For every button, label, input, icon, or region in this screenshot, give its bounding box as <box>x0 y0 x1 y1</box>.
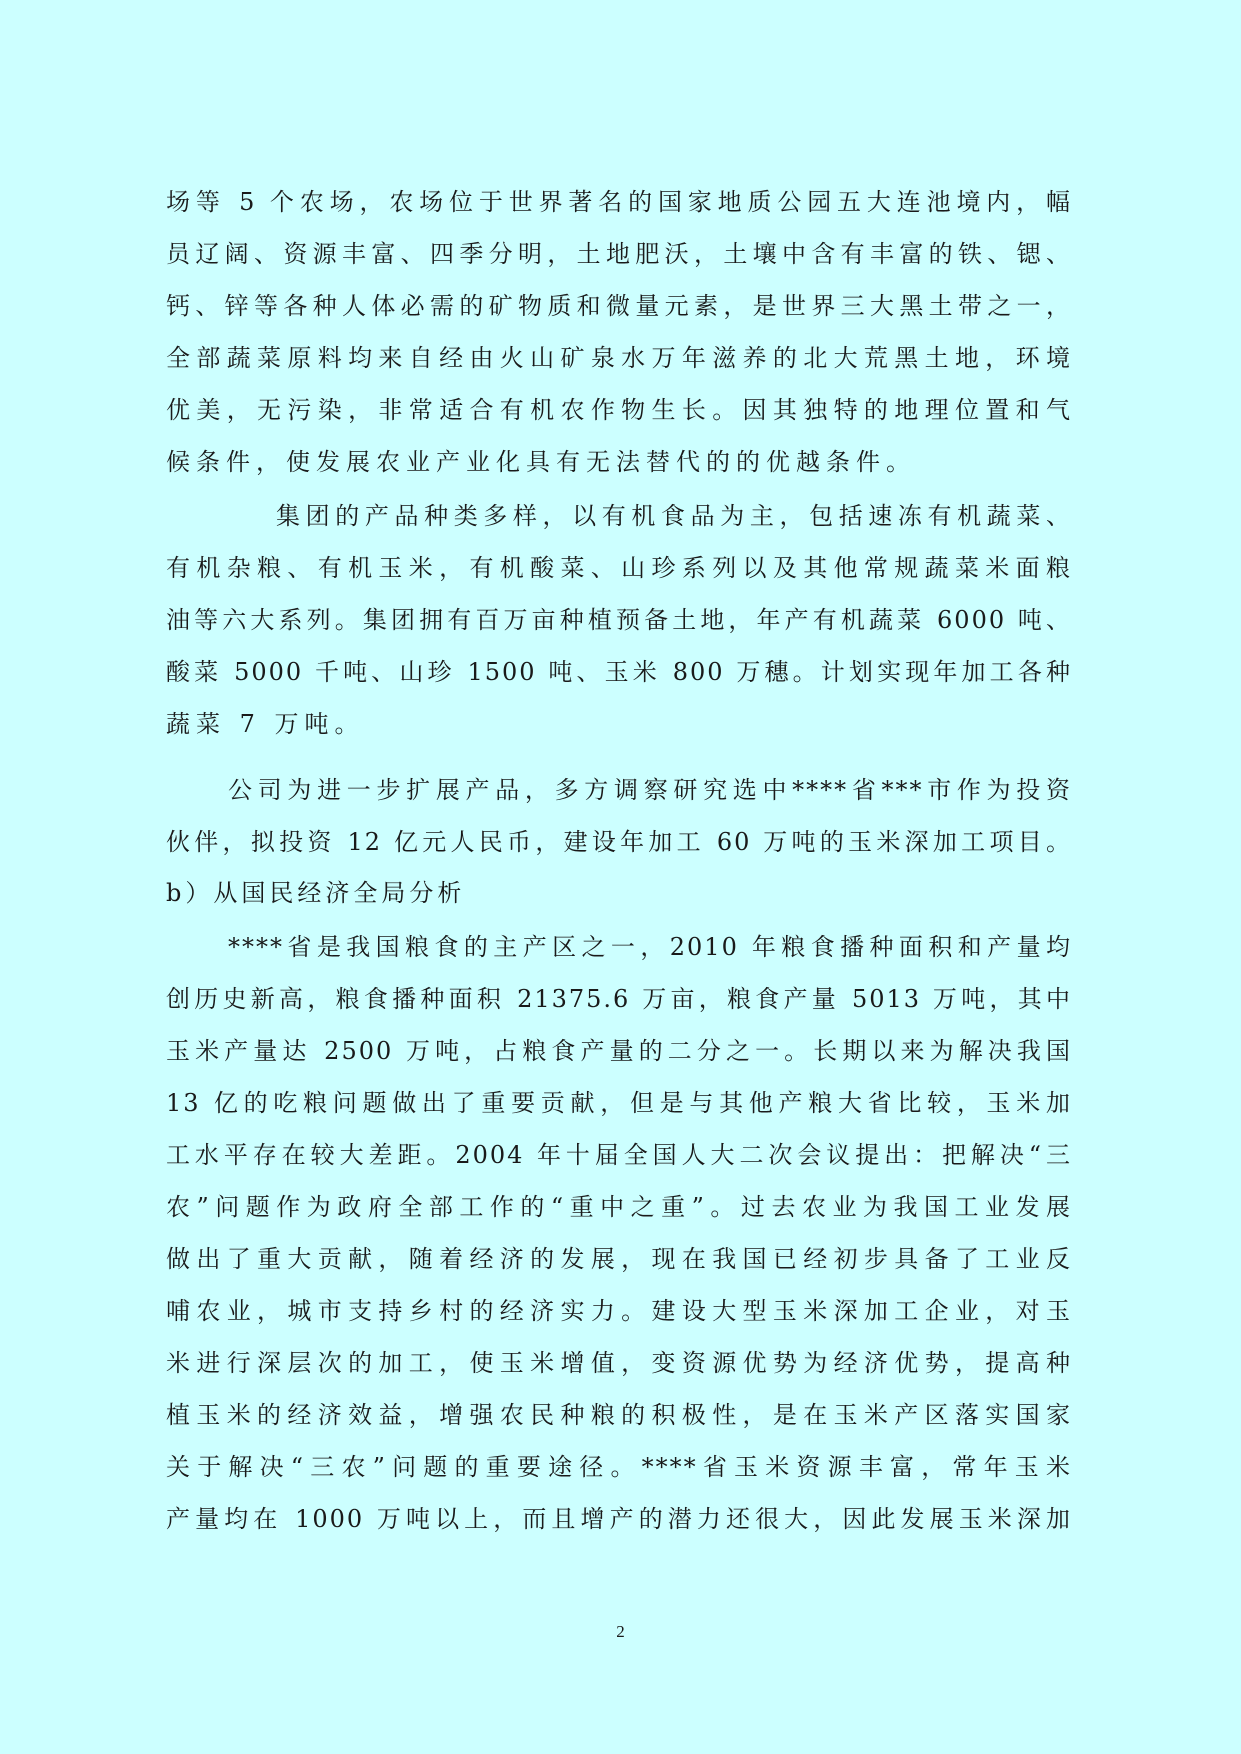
text-line: 有机杂粮、有机玉米，有机酸菜、山珍系列以及其他常规蔬菜米面粮 <box>166 554 1072 582</box>
text-line: 油等六大系列。集团拥有百万亩种植预备土地，年产有机蔬菜 6000 吨、 <box>166 606 1072 634</box>
text-line: 做出了重大贡献，随着经济的发展，现在我国已经初步具备了工业反 <box>166 1245 1072 1273</box>
text-line: 钙、锌等各种人体必需的矿物质和微量元素，是世界三大黑土带之一， <box>166 292 1072 320</box>
text-line: 哺农业，城市支持乡村的经济实力。建设大型玉米深加工企业，对玉 <box>166 1297 1072 1325</box>
text-line: 全部蔬菜原料均来自经由火山矿泉水万年滋养的北大荒黑土地，环境 <box>166 344 1072 372</box>
paragraph-4 <box>166 921 1072 1545</box>
text-line: 场等 5 个农场，农场位于世界著名的国家地质公园五大连池境内，幅 <box>166 188 1072 216</box>
text-line: 13 亿的吃粮问题做出了重要贡献，但是与其他产粮大省比较，玉米加 <box>166 1089 1072 1117</box>
paragraph-2 <box>166 490 1072 750</box>
text-line: 农”问题作为政府全部工作的“重中之重”。过去农业为我国工业发展 <box>166 1193 1072 1221</box>
text-line: 员辽阔、资源丰富、四季分明，土地肥沃，土壤中含有丰富的铁、锶、 <box>166 240 1072 268</box>
paragraph-1 <box>166 176 1072 488</box>
page-number: 2 <box>616 1622 625 1641</box>
text-line: 蔬菜 7 万吨。 <box>166 710 365 738</box>
heading-text: b）从国民经济全局分析 <box>166 879 466 907</box>
text-line: 优美，无污染，非常适合有机农作物生长。因其独特的地理位置和气 <box>166 396 1072 424</box>
section-heading <box>166 867 1072 919</box>
text-line: 工水平存在较大差距。2004 年十届全国人大二次会议提出：把解决“三 <box>166 1141 1072 1169</box>
text-line: 产量均在 1000 万吨以上，而且增产的潜力还很大，因此发展玉米深加 <box>166 1505 1072 1533</box>
text-line: 伙伴，拟投资 12 亿元人民币，建设年加工 60 万吨的玉米深加工项目。 <box>166 828 1072 856</box>
text-line: 酸菜 5000 千吨、山珍 1500 吨、玉米 800 万穗。计划实现年加工各种 <box>166 658 1072 686</box>
text-line: 米进行深层次的加工，使玉米增值，变资源优势为经济优势，提高种 <box>166 1349 1072 1377</box>
text-line: 候条件，使发展农业产业化具有无法替代的的优越条件。 <box>166 448 916 476</box>
text-line: 玉米产量达 2500 万吨，占粮食产量的二分之一。长期以来为解决我国 <box>166 1037 1072 1065</box>
text-line: 公司为进一步扩展产品，多方调察研究选中****省***市作为投资 <box>228 776 1072 804</box>
text-line: 创历史新高，粮食播种面积 21375.6 万亩，粮食产量 5013 万吨，其中 <box>166 985 1072 1013</box>
text-line: 集团的产品种类多样，以有机食品为主，包括速冻有机蔬菜、 <box>276 502 1072 530</box>
text-line: 关于解决“三农”问题的重要途径。****省玉米资源丰富，常年玉米 <box>166 1453 1072 1481</box>
text-line: 植玉米的经济效益，增强农民种粮的积极性，是在玉米产区落实国家 <box>166 1401 1072 1429</box>
paragraph-3 <box>166 764 1072 868</box>
text-line: ****省是我国粮食的主产区之一，2010 年粮食播种面积和产量均 <box>228 933 1072 961</box>
